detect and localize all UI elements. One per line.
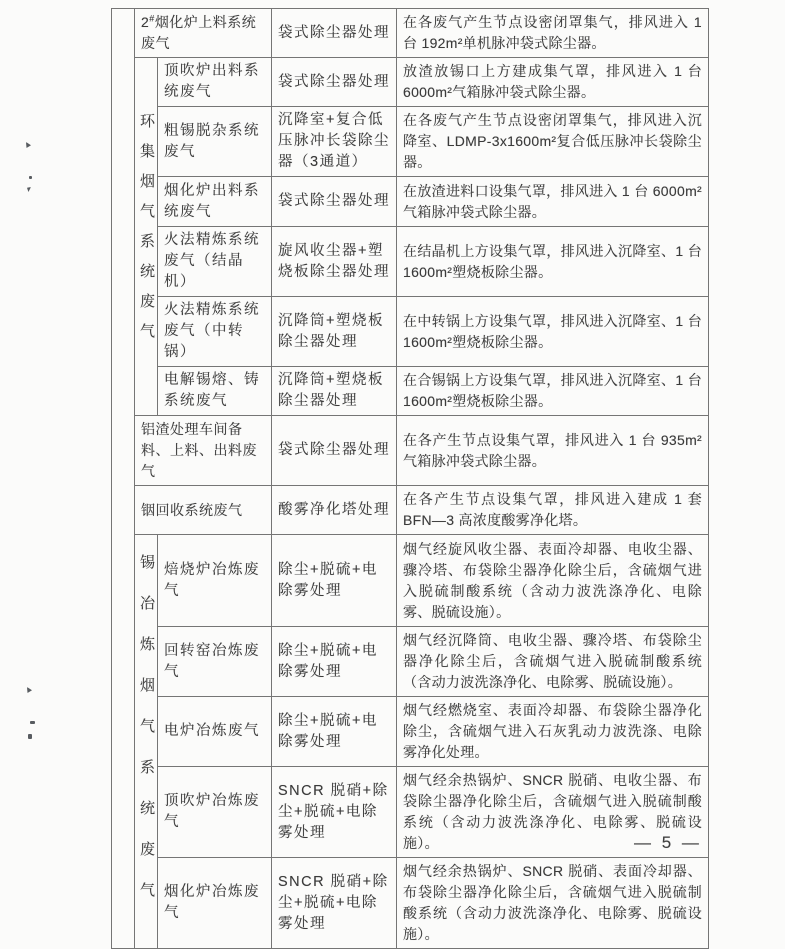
measure-cell: 在合锡锅上方设集气罩，排风进入沉降室、1 台 1600m²塑烧板除尘器。 — [397, 367, 709, 416]
waste-source-cell: 电炉冶炼废气 — [158, 697, 272, 767]
table-row — [112, 297, 709, 367]
measure-cell: 烟气经余热锅炉、SNCR 脱硝、电收尘器、布袋除尘器净化除尘后，含硫烟气进入脱硫制酸系统（含动力波洗涤净化、电除雾、脱硫设施）。 — [397, 767, 709, 858]
waste-source-cell: 粗锡脱杂系统废气 — [158, 107, 272, 177]
waste-source-cell: 铟回收系统废气 — [135, 486, 272, 535]
scan-artifact — [26, 142, 31, 148]
scan-artifact — [27, 187, 31, 192]
scan-artifact — [30, 721, 35, 724]
measure-cell: 在各废气产生节点设密闭罩集气，排风进入 1 台 192m²单机脉冲袋式除尘器。 — [397, 9, 709, 58]
treatment-cell: 沉降筒+塑烧板除尘器处理 — [272, 297, 397, 367]
treatment-cell: 酸雾净化塔处理 — [272, 486, 397, 535]
measure-cell: 在各产生节点设集气罩，排风进入 1 台 935m²气箱脉冲袋式除尘器。 — [397, 416, 709, 486]
scan-artifact — [29, 176, 32, 179]
treatment-cell: 沉降室+复合低压脉冲长袋除尘器（3通道） — [272, 107, 397, 177]
group-label-cell — [135, 58, 158, 416]
table-row — [112, 227, 709, 297]
measure-cell: 烟气经燃烧室、表面冷却器、布袋除尘器净化除尘，含硫烟气进入石灰乳动力波洗涤、电除雾净化处理。 — [397, 697, 709, 767]
treatment-cell: 除尘+脱硫+电除雾处理 — [272, 697, 397, 767]
table-row — [112, 858, 709, 949]
treatment-cell: 袋式除尘器处理 — [272, 416, 397, 486]
source-label: 烟化炉上料系统废气 — [141, 14, 257, 51]
waste-source-cell: 电解锡熔、铸系统废气 — [158, 367, 272, 416]
measure-cell: 在结晶机上方设集气罩，排风进入沉降室、1 台 1600m²塑烧板除尘器。 — [397, 227, 709, 297]
treatment-cell: 沉降筒+塑烧板除尘器处理 — [272, 367, 397, 416]
measure-cell: 烟气经旋风收尘器、表面冷却器、电收尘器、骤冷塔、布袋除尘器净化除尘后，含硫烟气进入脱硫制酸系统（含动力波洗涤净化、电除雾、脱硫设施）。 — [397, 535, 709, 627]
measure-cell: 在中转锅上方设集气罩，排风进入沉降室、1 台 1600m²塑烧板除尘器。 — [397, 297, 709, 367]
waste-source-cell: 回转窑冶炼废气 — [158, 627, 272, 697]
treatment-cell: SNCR 脱硝+除尘+脱硫+电除雾处理 — [272, 767, 397, 858]
group-label-cell — [135, 535, 158, 949]
waste-source-cell: 焙烧炉冶炼废气 — [158, 535, 272, 627]
waste-gas-treatment-table — [111, 8, 709, 949]
waste-source-cell: 顶吹炉出料系统废气 — [158, 58, 272, 107]
table-row — [112, 58, 709, 107]
waste-source-cell: 烟化炉出料系统废气 — [158, 177, 272, 227]
measure-cell: 放渣放锡口上方建成集气罩，排风进入 1 台 6000m²气箱脉冲袋式除尘器。 — [397, 58, 709, 107]
treatment-cell: 旋风收尘器+塑烧板除尘器处理 — [272, 227, 397, 297]
table-row — [112, 627, 709, 697]
waste-source-cell: 顶吹炉冶炼废气 — [158, 767, 272, 858]
table-row — [112, 535, 709, 627]
measure-cell: 在各产生节点设集气罩，排风进入建成 1 套 BFN—3 高浓度酸雾净化塔。 — [397, 486, 709, 535]
table-row — [112, 697, 709, 767]
table-row — [112, 367, 709, 416]
group-label: 锡冶炼烟气系统废气 — [138, 553, 155, 923]
group-label: 环集烟气系统废气 — [138, 113, 155, 353]
waste-source-cell: 烟化炉冶炼废气 — [158, 858, 272, 949]
page-number: — 5 — — [634, 833, 702, 852]
table-row — [112, 9, 709, 58]
source-superscript: # — [149, 13, 155, 24]
treatment-cell: 袋式除尘器处理 — [272, 177, 397, 227]
waste-source-cell: 火法精炼系统废气（中转锅） — [158, 297, 272, 367]
measure-cell: 烟气经沉降筒、电收尘器、骤冷塔、布袋除尘器净化除尘后，含硫烟气进入脱硫制酸系统（含动力波洗涤净化、电除雾、脱硫设施）。 — [397, 627, 709, 697]
waste-source-cell: 火法精炼系统废气（结晶机） — [158, 227, 272, 297]
table-row — [112, 767, 709, 858]
table-row — [112, 486, 709, 535]
treatment-cell: 除尘+脱硫+电除雾处理 — [272, 535, 397, 627]
measure-cell: 烟气经余热锅炉、SNCR 脱硝、表面冷却器、布袋除尘器净化除尘后，含硫烟气进入脱硫制酸系统（含动力波洗涤净化、电除雾、脱硫设施）。 — [397, 858, 709, 949]
treatment-cell: 除尘+脱硫+电除雾处理 — [272, 627, 397, 697]
treatment-cell: 袋式除尘器处理 — [272, 58, 397, 107]
table-row — [112, 416, 709, 486]
table-row — [112, 177, 709, 227]
scan-artifact — [27, 687, 32, 693]
measure-cell: 在各废气产生节点设密闭罩集气，排风进入沉降室、LDMP-3x1600m²复合低压脉冲长袋除尘器。 — [397, 107, 709, 177]
scan-artifact — [28, 734, 32, 739]
treatment-cell: SNCR 脱硝+除尘+脱硫+电除雾处理 — [272, 858, 397, 949]
measure-cell: 在放渣进料口设集气罩，排风进入 1 台 6000m²气箱脉冲袋式除尘器。 — [397, 177, 709, 227]
treatment-cell: 袋式除尘器处理 — [272, 9, 397, 58]
table-row — [112, 107, 709, 177]
waste-source-cell: 铝渣处理车间备料、上料、出料废气 — [135, 416, 272, 486]
source-label: 2 — [141, 14, 150, 30]
left-spacer-cell — [112, 9, 135, 949]
waste-source-cell — [135, 9, 272, 58]
